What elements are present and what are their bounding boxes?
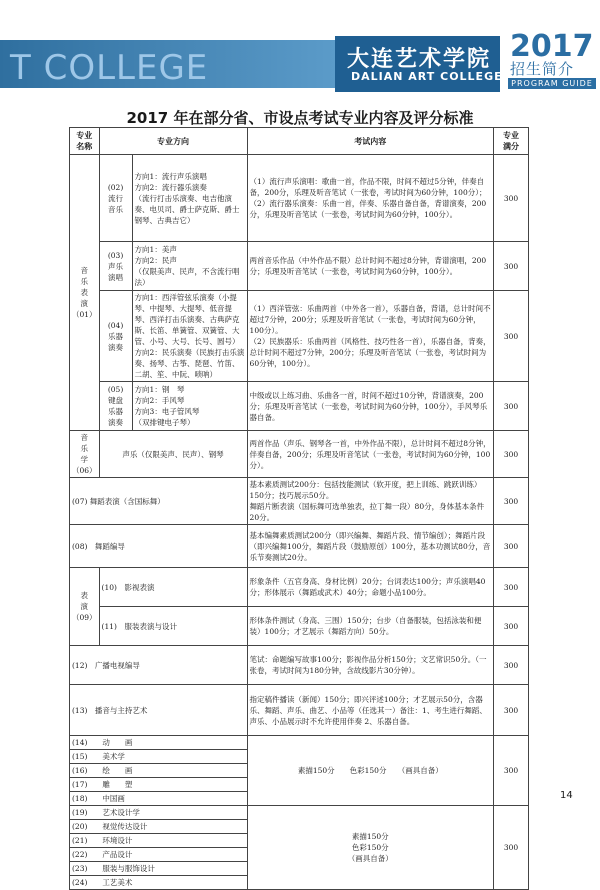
program-guide-block (500, 29, 600, 92)
table-row (70, 431, 529, 478)
direction-code: (04) 乐器 演奏 (99, 291, 132, 382)
exam-content: 两首音乐作品（中外作品不限）总计时间不超过8分钟，背谱演唱，200分；乐理及听音笔试（一张卷，考试时间为60分钟，100分）。 (247, 242, 493, 291)
score-cell: 300 (494, 685, 529, 736)
exam-content: 基本编舞素质测试200分（即兴编舞、舞蹈片段、情节编创）；舞蹈片段（即兴编舞100分，舞蹈片段（鼓励原创）100分，基本功测试80分，音乐节奏测试20分。 (247, 525, 493, 568)
direction-detail: 方向1：美声 方向2：民声 （仅限美声、民声，不含流行唱法） (132, 242, 247, 291)
major-item: (16) 绘 画 (70, 764, 248, 778)
major-item: (23) 服装与服饰设计 (70, 862, 248, 876)
exam-content: 中级或以上练习曲、乐曲各一首，时间不超过10分钟，背谱演奏，200分；乐理及听音笔试（一张卷，考试时间为60分钟，100分），手风琴乐器自备。 (247, 382, 493, 431)
page-title: 2017 年在部分省、市设点考试专业内容及评分标准 (126, 109, 474, 127)
table-row (70, 478, 529, 525)
direction-detail: 方向1：钢 琴 方向2：手风琴 方向3：电子管风琴 （双排键电子琴） (132, 382, 247, 431)
table-row (70, 155, 529, 242)
table-header-row (70, 128, 529, 155)
score-cell: 300 (494, 382, 529, 431)
score-cell: 300 (494, 431, 529, 478)
major-item: (18) 中国画 (70, 792, 248, 806)
major-item: (20) 视觉传达设计 (70, 820, 248, 834)
exam-content: 形象条件（五官身高、身材比例）20分；台词表达100分；声乐演唱40分；形体展示（舞蹈或武术）40分；命题小品100分。 (247, 568, 493, 607)
direction-detail: (11) 服装表演与设计 (99, 607, 247, 646)
header-content: 考试内容 (247, 128, 493, 155)
page-number: 14 (560, 790, 573, 801)
score-cell: 300 (494, 478, 529, 525)
direction-detail: (13) 播音与主持艺术 (70, 685, 248, 736)
header-score: 专业 满分 (494, 128, 529, 155)
direction-detail: (12) 广播电视编导 (70, 646, 248, 685)
score-cell: 300 (494, 568, 529, 607)
direction-detail: 方向1：西洋管弦乐演奏（小提琴、中提琴、大提琴、低音提琴、西洋打击乐演奏、古典萨克斯、长笛、单簧管、双簧管、大管、小号、大号、长号、圆号） 方向2：民乐演奏（民族打击乐演奏、扬琴、古筝、琵琶、竹笛、二胡、笙、中阮、唢呐） (132, 291, 247, 382)
logo-chinese: 大连艺术学院 (347, 46, 492, 72)
major-item: (17) 雕 塑 (70, 778, 248, 792)
banner-college-text: T COLLEGE (10, 48, 209, 88)
year-label: 2017 (510, 29, 594, 64)
direction-detail: 方向1：流行声乐演唱 方向2：流行器乐演奏 （流行打击乐演奏、电吉他演奏、电贝司、爵士萨克斯、爵士钢琴、古典吉它） (132, 155, 247, 242)
header-major: 专业 名称 (70, 128, 100, 155)
table-row (70, 242, 529, 291)
score-cell: 300 (494, 291, 529, 382)
exam-content: 素描150分 色彩150分 （画具自备） (247, 736, 493, 806)
major-item: (24) 工艺美术 (70, 876, 248, 890)
score-cell: 300 (494, 736, 529, 806)
score-cell: 300 (494, 155, 529, 242)
table-row (70, 525, 529, 568)
score-cell: 300 (494, 646, 529, 685)
major-item: (19) 艺术设计学 (70, 806, 248, 820)
table-row (70, 806, 529, 820)
program-guide-label: PROGRAM GUIDE (508, 78, 596, 89)
direction-detail: (08) 舞蹈编导 (70, 525, 248, 568)
table-row (70, 382, 529, 431)
admissions-label: 招生简介 (510, 60, 575, 78)
major-item: (14) 动 画 (70, 736, 248, 750)
table-row (70, 685, 529, 736)
college-logo (335, 36, 503, 92)
exam-content: 形体条件测试（身高、三围）150分；台步（自备服装，包括泳装和便装）100分；才艺展示（舞蹈方向）50分。 (247, 607, 493, 646)
direction-detail: 声乐（仅限美声、民声）、钢琴 (99, 431, 247, 478)
major-item: (21) 环境设计 (70, 834, 248, 848)
exam-content: 素描150分 色彩150分 （画具自备） (247, 806, 493, 890)
exam-content: 两首作品（声乐、钢琴各一首，中外作品不限），总计时间不超过8分钟，伴奏自备，200分；乐理及听音笔试（一张卷，考试时间为60分钟，100分）。 (247, 431, 493, 478)
table-row (70, 568, 529, 607)
major-item: (15) 美术学 (70, 750, 248, 764)
major-music-performance: 音 乐 表 演 （01） (70, 155, 100, 431)
score-cell: 300 (494, 806, 529, 890)
score-cell: 300 (494, 607, 529, 646)
table-row (70, 646, 529, 685)
direction-code: (05) 键盘 乐器 演奏 (99, 382, 132, 431)
exam-content: 笔试：命题编写故事100分；影视作品分析150分；文艺常识50分。（一张卷，考试时间为180分钟，含故线影片30分钟）。 (247, 646, 493, 685)
major-musicology: 音 乐 学 （06） (70, 431, 100, 478)
exam-content: （1）流行声乐演唱：歌曲一首，作品不限，时间不超过5分钟，伴奏自备，200分，乐理及听音笔试（一张卷，考试时间为60分钟，100分）； （2）流行器乐演奏：乐曲一首，伴奏、乐器自备自备，背谱演奏，200分，乐理及听音笔试（一张卷，考试时间为60分钟，100分）。 (247, 155, 493, 242)
major-performance: 表 演 （09） (70, 568, 100, 646)
direction-code: (02) 流行 音乐 (99, 155, 132, 242)
score-cell: 300 (494, 525, 529, 568)
direction-detail: (07) 舞蹈表演（含国标舞） (70, 478, 248, 525)
logo-english: DALIAN ART COLLEGE (351, 70, 503, 83)
exam-content: 基本素质测试200分：包括技能测试（软开度，把上训练、跳跃训练）150分；技巧展示50分。 舞蹈片断表演（国标舞可选单独表，拉丁舞一段）80分，身体基本条件20分。 (247, 478, 493, 525)
table-row (70, 607, 529, 646)
banner-band (0, 40, 335, 88)
exam-standards-table (69, 127, 529, 890)
exam-content: 指定稿件播读（新闻）150分；即兴评述100分；才艺展示50分，含器乐、舞蹈、声乐、曲艺、小品等（任选其一）备注：1、考生进行舞蹈、声乐、小品展示时不允许使用伴奏 2、乐器自备。 (247, 685, 493, 736)
major-item: (22) 产品设计 (70, 848, 248, 862)
exam-content: （1）西洋管弦：乐曲两首（中外各一首），乐器自备，背谱，总计时间不超过7分钟，200分；乐理及听音笔试（一张卷，考试时间为60分钟，100分）。 （2）民族器乐：乐曲两首（风格性、技巧性各一首），乐器自备，背奏，总计时间不超过7分钟，200分；乐理及听音笔试（一张卷，考试时间为60分钟，100分）。 (247, 291, 493, 382)
table-row (70, 291, 529, 382)
direction-detail: (10) 影视表演 (99, 568, 247, 607)
table-row (70, 736, 529, 750)
score-cell: 300 (494, 242, 529, 291)
direction-code: (03) 声乐 演唱 (99, 242, 132, 291)
header-direction: 专业方向 (99, 128, 247, 155)
header-banner (0, 29, 600, 92)
